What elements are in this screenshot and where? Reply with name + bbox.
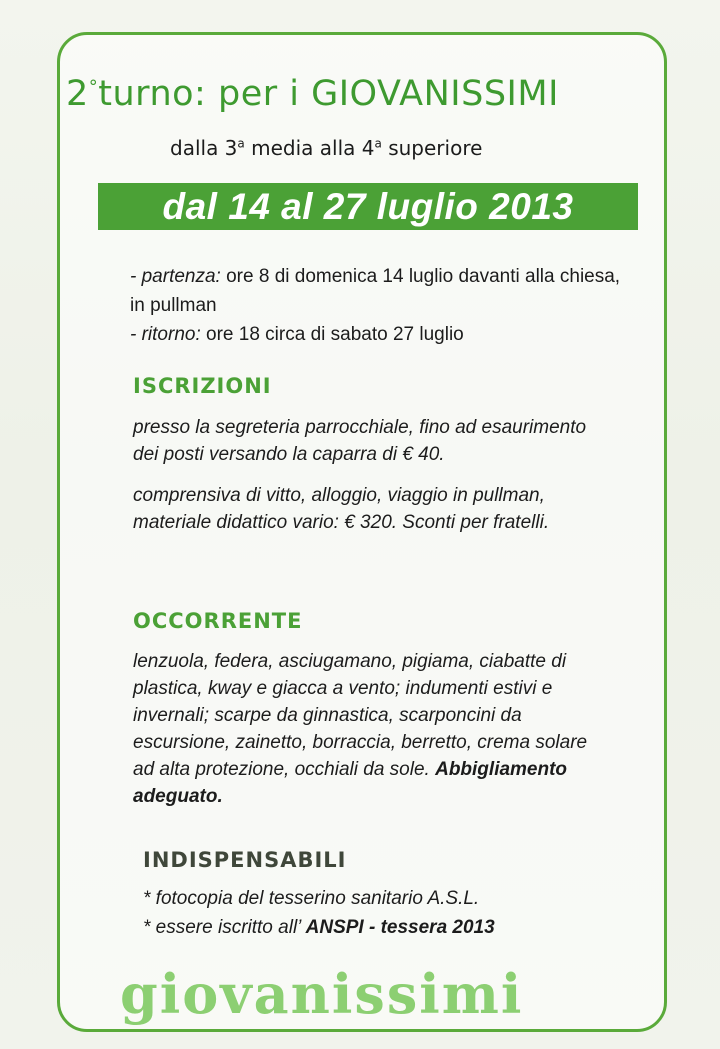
iscrizioni-heading: ISCRIZIONI — [133, 374, 272, 398]
subtitle-superscript: a — [237, 136, 245, 151]
title-turn-number: 2 — [66, 74, 89, 114]
subtitle-part: superiore — [381, 136, 483, 160]
occorrente-emphasis: Abbigliamento adeguato. — [133, 759, 568, 807]
occorrente-paragraph — [133, 648, 613, 810]
departure-label: - partenza: — [130, 266, 221, 287]
list-item — [143, 913, 623, 942]
departure-line — [130, 262, 630, 320]
list-item: * fotocopia del tesserino sanitario A.S.L. — [143, 888, 480, 909]
indispensabili-heading: INDISPENSABILI — [143, 848, 347, 872]
title-main: turno: per i GIOVANISSIMI — [98, 74, 559, 114]
occorrente-heading: OCCORRENTE — [133, 609, 303, 633]
title-degree: ° — [88, 76, 99, 98]
indispensabili-list — [143, 884, 623, 942]
subtitle-part: dalla 3 — [170, 136, 238, 160]
dates-banner — [98, 183, 638, 230]
dates-text: dal 14 al 27 luglio 2013 — [162, 185, 574, 227]
age-range-subtitle — [170, 136, 482, 160]
page-title — [66, 74, 559, 114]
departure-text: ore 8 di domenica 14 luglio davanti alla chiesa, in pullman — [130, 266, 621, 316]
brand-wordmark: giovanissimi — [120, 962, 524, 1026]
occorrente-list-text: lenzuola, federa, asciugamano, pigiama, ciabatte di plastica, kway e giacca a vento; indumenti estivi e invernali; scarpe da ginnastica, scarponcini da escursione, zainetto, borraccia, berretto, crema solare ad alta protezione, occhiali da sole. — [133, 651, 588, 780]
subtitle-part: media alla 4 — [244, 136, 375, 160]
list-item-bold: ANSPI - tessera 2013 — [305, 917, 495, 938]
travel-info — [130, 262, 630, 349]
return-text: ore 18 circa di sabato 27 luglio — [200, 324, 464, 345]
iscrizioni-paragraph-1: presso la segreteria parrocchiale, fino ad esaurimento dei posti versando la caparra di € 40. — [133, 417, 587, 465]
return-line — [130, 320, 630, 349]
return-label: - ritorno: — [130, 324, 201, 345]
iscrizioni-paragraph-2: comprensiva di vitto, alloggio, viaggio in pullman, materiale didattico vario: € 320. Sconti per fratelli. — [133, 485, 550, 533]
subtitle-superscript: a — [374, 136, 382, 151]
list-item-text: * essere iscritto all’ — [143, 917, 306, 938]
